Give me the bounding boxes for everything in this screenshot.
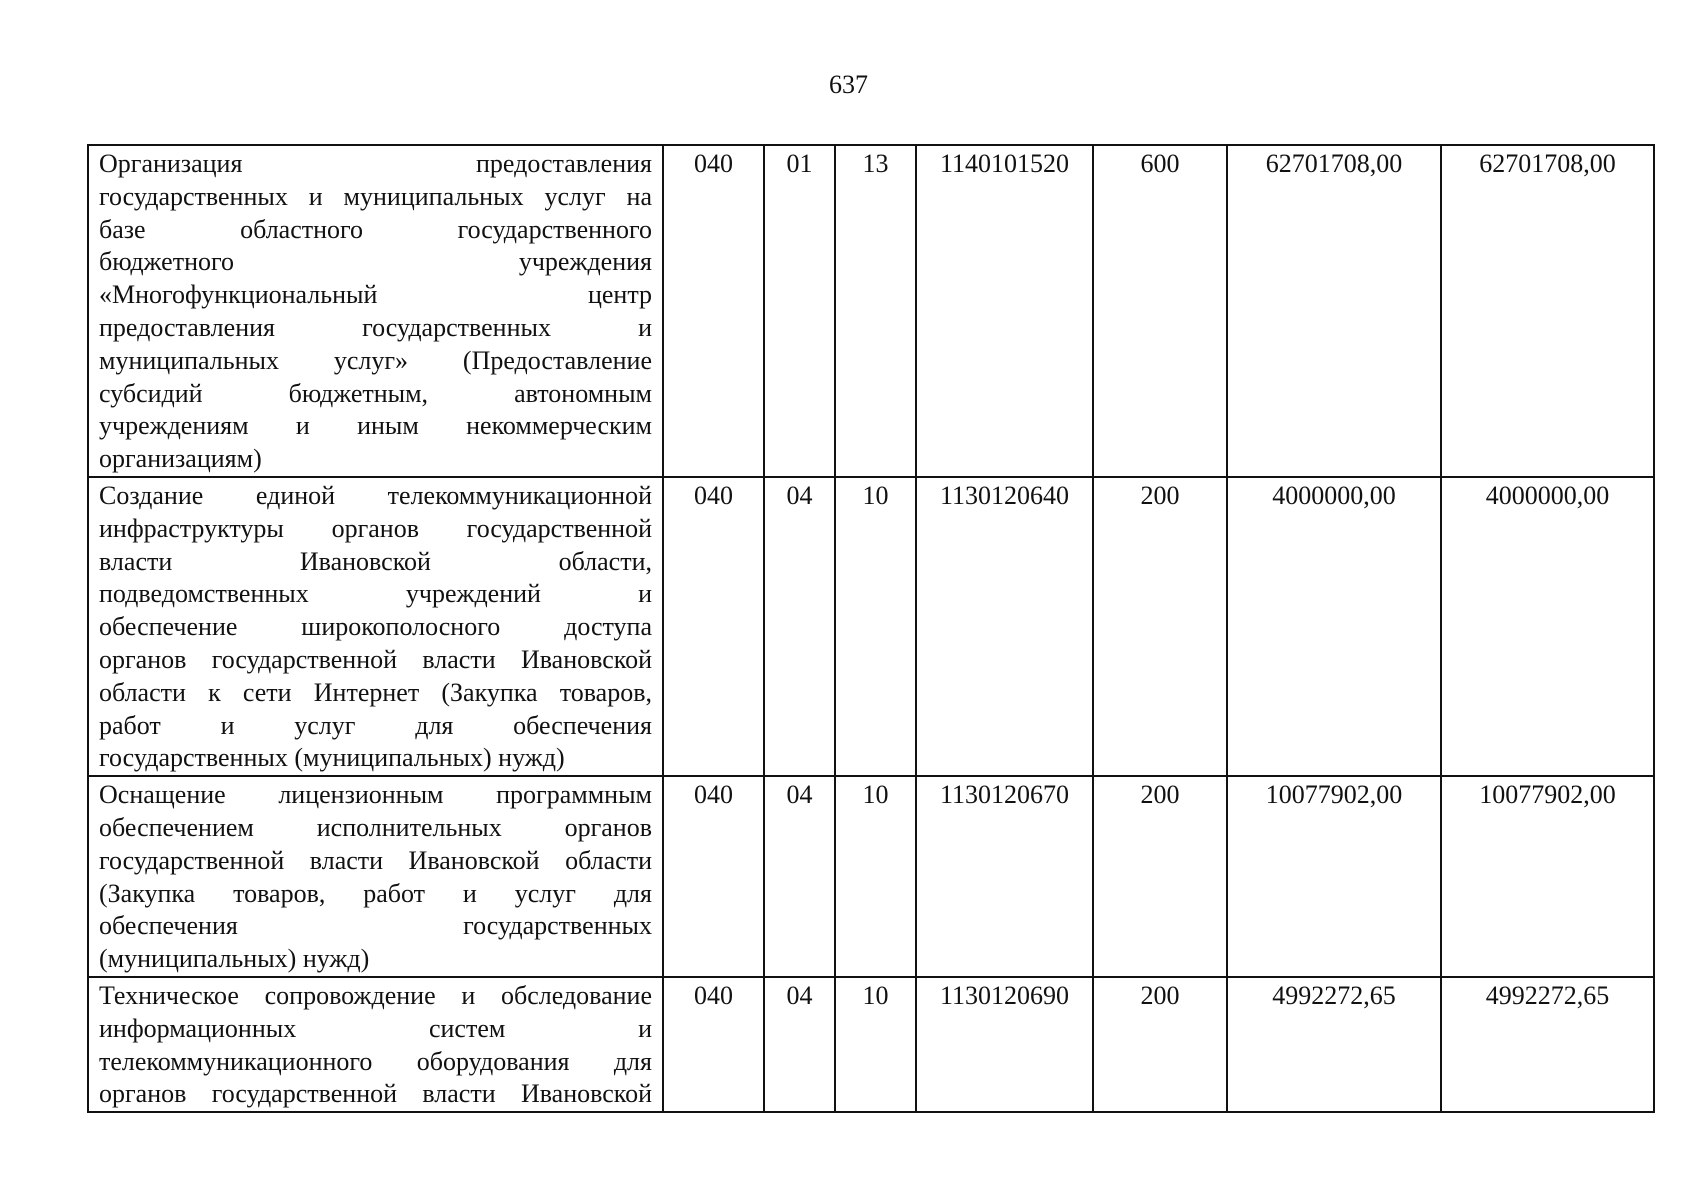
section-code-cell: 04 xyxy=(764,977,835,1112)
amount-cell-2: 4000000,00 xyxy=(1441,477,1654,776)
gr-code-cell: 040 xyxy=(663,145,764,477)
description-line: Организация предоставления xyxy=(99,149,652,178)
target-article-cell: 1140101520 xyxy=(916,145,1093,477)
row-description xyxy=(88,477,663,776)
subsection-code-cell: 10 xyxy=(835,776,916,977)
description-line: бюджетного учреждения xyxy=(99,247,652,277)
row-description xyxy=(88,145,663,477)
subsection-code-cell: 10 xyxy=(835,477,916,776)
expense-type-cell: 200 xyxy=(1093,477,1227,776)
description-line: телекоммуникационного оборудования для xyxy=(99,1046,652,1076)
row-description xyxy=(88,977,663,1112)
table-row xyxy=(88,776,1654,977)
expense-type-cell: 200 xyxy=(1093,977,1227,1112)
gr-code-cell: 040 xyxy=(663,477,764,776)
amount-cell-1: 10077902,00 xyxy=(1227,776,1441,977)
description-line: (муниципальных) нужд) xyxy=(99,944,370,974)
expense-type-cell: 200 xyxy=(1093,776,1227,977)
description-line: муниципальных услуг» (Предоставление xyxy=(99,345,652,375)
description-line: организациям) xyxy=(99,444,262,474)
description-line: «Многофункциональный центр xyxy=(99,280,652,310)
amount-cell-2: 62701708,00 xyxy=(1441,145,1654,477)
description-line: Техническое сопровождение и обследование xyxy=(99,980,652,1010)
amount-cell-1: 4000000,00 xyxy=(1227,477,1441,776)
description-line: (Закупка товаров, работ и услуг для xyxy=(99,878,652,908)
table-row xyxy=(88,977,1654,1112)
description-line: работ и услуг для обеспечения xyxy=(99,710,652,740)
subsection-code-cell: 13 xyxy=(835,145,916,477)
description-line: обеспечением исполнительных органов xyxy=(99,812,652,842)
target-article-cell: 1130120640 xyxy=(916,477,1093,776)
subsection-code-cell: 10 xyxy=(835,977,916,1112)
amount-cell-1: 62701708,00 xyxy=(1227,145,1441,477)
description-line: государственных (муниципальных) нужд) xyxy=(99,743,565,773)
description-line: информационных систем и xyxy=(99,1013,652,1043)
target-article-cell: 1130120690 xyxy=(916,977,1093,1112)
budget-table-body xyxy=(88,145,1654,1112)
amount-cell-2: 4992272,65 xyxy=(1441,977,1654,1112)
target-article-cell: 1130120670 xyxy=(916,776,1093,977)
table-row xyxy=(88,477,1654,776)
page-number: 637 xyxy=(829,70,868,99)
description-line: учреждениям и иным некоммерческим xyxy=(99,411,652,441)
expense-type-cell: 600 xyxy=(1093,145,1227,477)
description-line: инфраструктуры органов государственной xyxy=(99,513,652,543)
description-line: власти Ивановской области, xyxy=(99,546,652,576)
description-line: предоставления государственных и xyxy=(99,312,652,342)
description-line: государственной власти Ивановской области xyxy=(99,845,652,875)
description-line: обеспечение широкополосного доступа xyxy=(99,612,652,642)
description-line: органов государственной власти Ивановской xyxy=(99,1079,652,1109)
description-line: государственных и муниципальных услуг на xyxy=(99,181,652,211)
description-line: субсидий бюджетным, автономным xyxy=(99,378,652,408)
section-code-cell: 01 xyxy=(764,145,835,477)
description-line: Оснащение лицензионным программным xyxy=(99,780,652,810)
description-line: Создание единой телекоммуникационной xyxy=(99,480,652,510)
amount-cell-1: 4992272,65 xyxy=(1227,977,1441,1112)
budget-table xyxy=(87,144,1655,1113)
description-line: подведомственных учреждений и xyxy=(99,579,652,609)
table-row xyxy=(88,145,1654,477)
gr-code-cell: 040 xyxy=(663,977,764,1112)
section-code-cell: 04 xyxy=(764,477,835,776)
row-description xyxy=(88,776,663,977)
description-line: органов государственной власти Ивановской xyxy=(99,644,652,674)
section-code-cell: 04 xyxy=(764,776,835,977)
amount-cell-2: 10077902,00 xyxy=(1441,776,1654,977)
description-line: базе областного государственного xyxy=(99,214,652,244)
description-line: обеспечения государственных xyxy=(99,911,652,941)
gr-code-cell: 040 xyxy=(663,776,764,977)
description-line: области к сети Интернет (Закупка товаров, xyxy=(99,677,652,707)
